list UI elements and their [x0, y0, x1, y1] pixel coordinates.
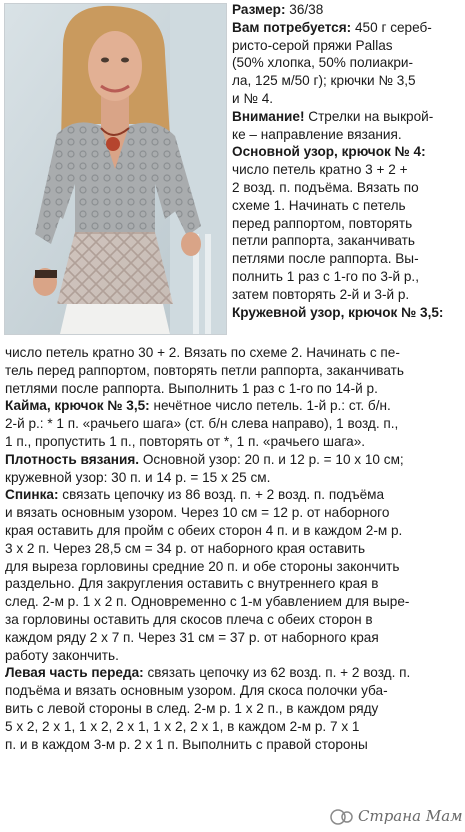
left-front-line: связать цепочку из 62 возд. п. + 2 возд. п.	[147, 665, 411, 681]
edging-line: 1 п., пропустить 1 п., повторять от *, 1 п. «рачьего шага».	[5, 433, 366, 449]
pattern-instructions	[5, 344, 457, 753]
back-line: и вязать основным узором. Через 10 см = 12 р. от наборного	[5, 505, 390, 521]
back-line: за горловины оставить для скосов плеча с обеих сторон в	[5, 611, 373, 627]
main-pattern-line: затем повторять 2-й и 3-й р.	[232, 286, 410, 302]
materials-paragraph	[232, 19, 458, 108]
back-line: края оставить для пройм с обеих сторон 4 п. и в каждом 2-м р.	[5, 522, 403, 538]
edging-paragraph	[5, 397, 457, 450]
main-pattern-line: петлями после раппорта. Вы-	[232, 251, 419, 267]
materials-line: ристо-серой пряжи Pallas	[232, 37, 393, 53]
lace-pattern-paragraph	[5, 344, 457, 397]
watermark-text: Страна Мам	[358, 807, 463, 825]
lace-pattern-label: Кружевной узор, крючок № 3,5:	[232, 304, 444, 320]
lace-pattern-line: число петель кратно 30 + 2. Вязать по схеме 2. Начинать с пе-	[5, 345, 400, 360]
attention-paragraph	[232, 108, 458, 144]
size-value: 36/38	[289, 2, 324, 17]
left-front-line: вить с левой стороны в след. 2-м р. 1 х 2 п., в каждом ряду	[5, 700, 379, 716]
back-line: каждом ряду 2 х 7 п. Через 31 см = 37 р. от наборного края	[5, 629, 379, 645]
edging-label: Кайма, крючок № 3,5:	[5, 398, 150, 414]
size-line	[232, 1, 458, 19]
left-front-label: Левая часть переда:	[5, 665, 144, 681]
main-pattern-paragraph	[232, 143, 458, 321]
attention-line: Стрелки на выкрой-	[308, 108, 434, 124]
gauge-label: Плотность вязания.	[5, 451, 140, 467]
attention-label: Внимание!	[232, 108, 305, 124]
left-front-line: 5 х 2, 2 х 1, 1 х 2, 2 х 1, 1 х 2, 2 х 1, в каждом 2-м р. 7 х 1	[5, 718, 360, 734]
watermark	[330, 806, 462, 828]
main-pattern-line: схеме 1. Начинать с петель	[232, 197, 406, 213]
back-line: след. 2-м р. 1 х 2 п. Одновременно с 1-м убавлением для выре-	[5, 594, 410, 610]
main-pattern-line: полнить 1 раз с 1-го по 3-й р.,	[232, 268, 419, 284]
main-pattern-line: петли раппорта, заканчивать	[232, 233, 415, 249]
back-line: для выреза горловины средние 20 п. и обе стороны закончить	[5, 558, 400, 574]
materials-line: 450 г сереб-	[355, 19, 432, 35]
materials-label: Вам потребуется:	[232, 19, 352, 35]
left-front-line: п. и в каждом 3-м р. 2 х 1 п. Выполнить с правой стороны	[5, 736, 368, 752]
back-label: Спинка:	[5, 487, 59, 503]
pattern-intro-column	[232, 1, 458, 321]
main-pattern-line: 2 возд. п. подъёма. Вязать по	[232, 179, 419, 195]
back-line: раздельно. Для закругления оставить с внутреннего края в	[5, 576, 379, 592]
main-pattern-label: Основной узор, крючок № 4:	[232, 144, 426, 160]
materials-line: (50% хлопка, 50% полиакри-	[232, 55, 413, 71]
back-paragraph	[5, 486, 457, 664]
main-pattern-line: число петель кратно 3 + 2 +	[232, 162, 408, 178]
gauge-line: Основной узор: 20 п. и 12 р. = 10 х 10 см;	[142, 451, 404, 467]
back-line: работу закончить.	[5, 647, 119, 663]
materials-line: ла, 125 м/50 г); крючки № 3,5	[232, 73, 416, 89]
left-front-paragraph	[5, 664, 457, 753]
lace-pattern-line: тель перед раппортом, повторять петли раппорта, заканчивать	[5, 362, 404, 378]
main-pattern-line: перед раппортом, повторять	[232, 215, 413, 231]
back-line: связать цепочку из 86 возд. п. + 2 возд. п. подъёма	[62, 487, 385, 503]
left-front-line: подъёма и вязать основным узором. Для скоса полочки уба-	[5, 683, 388, 699]
lace-pattern-line: петлями после раппорта. Выполнить 1 раз с 1-го по 14-й р.	[5, 380, 378, 396]
back-line: 3 х 2 п. Через 28,5 см = 34 р. от наборного края оставить	[5, 540, 366, 556]
gauge-paragraph	[5, 451, 457, 487]
size-label: Размер:	[232, 2, 286, 17]
gauge-line: кружевной узор: 30 п. и 14 р. = 15 х 25 см.	[5, 469, 271, 485]
attention-line: ке – направление вязания.	[232, 126, 402, 142]
materials-line: и № 4.	[232, 90, 274, 106]
edging-line: нечётное число петель. 1-й р.: ст. б/н.	[153, 398, 391, 414]
edging-line: 2-й р.: * 1 п. «рачьего шага» (ст. б/н слева направо), 1 возд. п.,	[5, 416, 399, 432]
model-photo	[4, 3, 227, 335]
stamp-icon	[330, 807, 354, 832]
